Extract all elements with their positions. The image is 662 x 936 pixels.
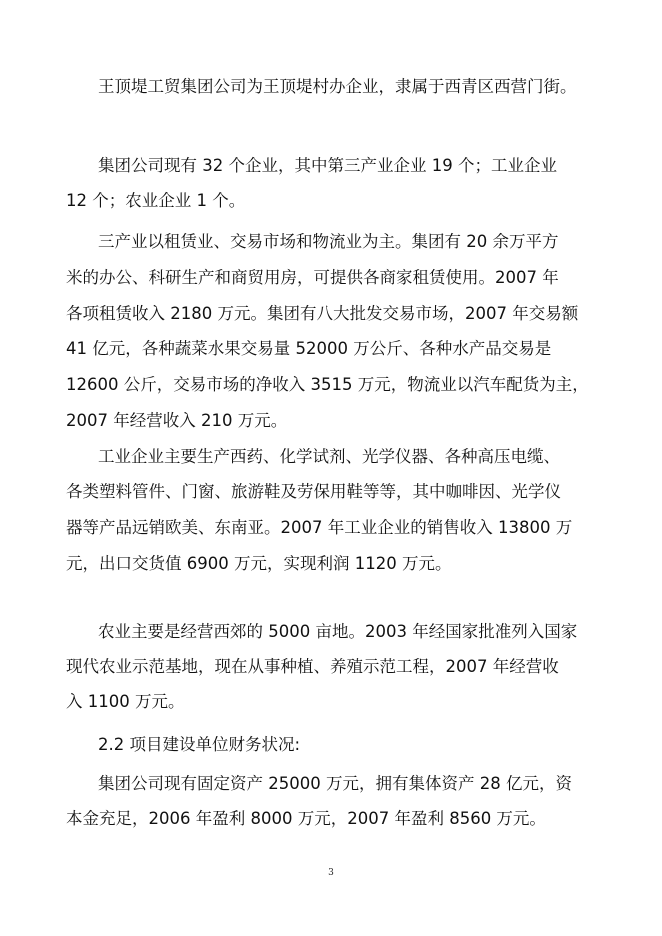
paragraph-3-line-6: 2007 年经营收入 210 万元。	[66, 411, 288, 430]
paragraph-3-line-1: 三产业以租赁业、交易市场和物流业为主。集团有 20 余万平方	[98, 232, 559, 251]
paragraph-6-line-2: 本金充足，2006 年盈利 8000 万元，2007 年盈利 8560 万元。	[66, 809, 546, 828]
paragraph-4-line-3: 器等产品远销欧美、东南亚。2007 年工业企业的销售收入 13800 万	[66, 518, 573, 537]
page-number: 3	[328, 868, 334, 878]
paragraph-5-line-2: 现代农业示范基地，现在从事种植、养殖示范工程，2007 年经营收	[66, 657, 559, 676]
paragraph-5-line-1: 农业主要是经营西郊的 5000 亩地。2003 年经国家批准列入国家	[98, 622, 578, 641]
paragraph-2-line-2: 12 个；农业企业 1 个。	[66, 191, 246, 210]
section-heading: 2.2 项目建设单位财务状况:	[98, 735, 301, 754]
paragraph-1-line-1: 王顶堤工贸集团公司为王顶堤村办企业，隶属于西青区西营门街。	[98, 77, 577, 96]
paragraph-6-line-1: 集团公司现有固定资产 25000 万元，拥有集体资产 28 亿元，资	[98, 774, 572, 793]
paragraph-3-line-2: 米的办公、科研生产和商贸用房，可提供各商家租赁使用。2007 年	[66, 268, 559, 287]
paragraph-5-line-3: 入 1100 万元。	[66, 692, 185, 711]
paragraph-2-line-1: 集团公司现有 32 个企业，其中第三产业企业 19 个；工业企业	[98, 156, 557, 175]
paragraph-3-line-4: 41 亿元，各种蔬菜水果交易量 52000 万公斤、各种水产品交易是	[66, 339, 552, 358]
paragraph-4-line-1: 工业企业主要生产西药、化学试剂、光学仪器、各种高压电缆、	[98, 447, 560, 466]
paragraph-3-line-3: 各项租赁收入 2180 万元。集团有八大批发交易市场，2007 年交易额	[66, 304, 579, 323]
paragraph-4-line-2: 各类塑料管件、门窗、旅游鞋及劳保用鞋等等，其中咖啡因、光学仪	[66, 482, 561, 501]
paragraph-3-line-5: 12600 公斤，交易市场的净收入 3515 万元，物流业以汽车配货为主，	[66, 375, 589, 394]
paragraph-4-line-4: 元，出口交货值 6900 万元，实现利润 1120 万元。	[66, 554, 452, 573]
